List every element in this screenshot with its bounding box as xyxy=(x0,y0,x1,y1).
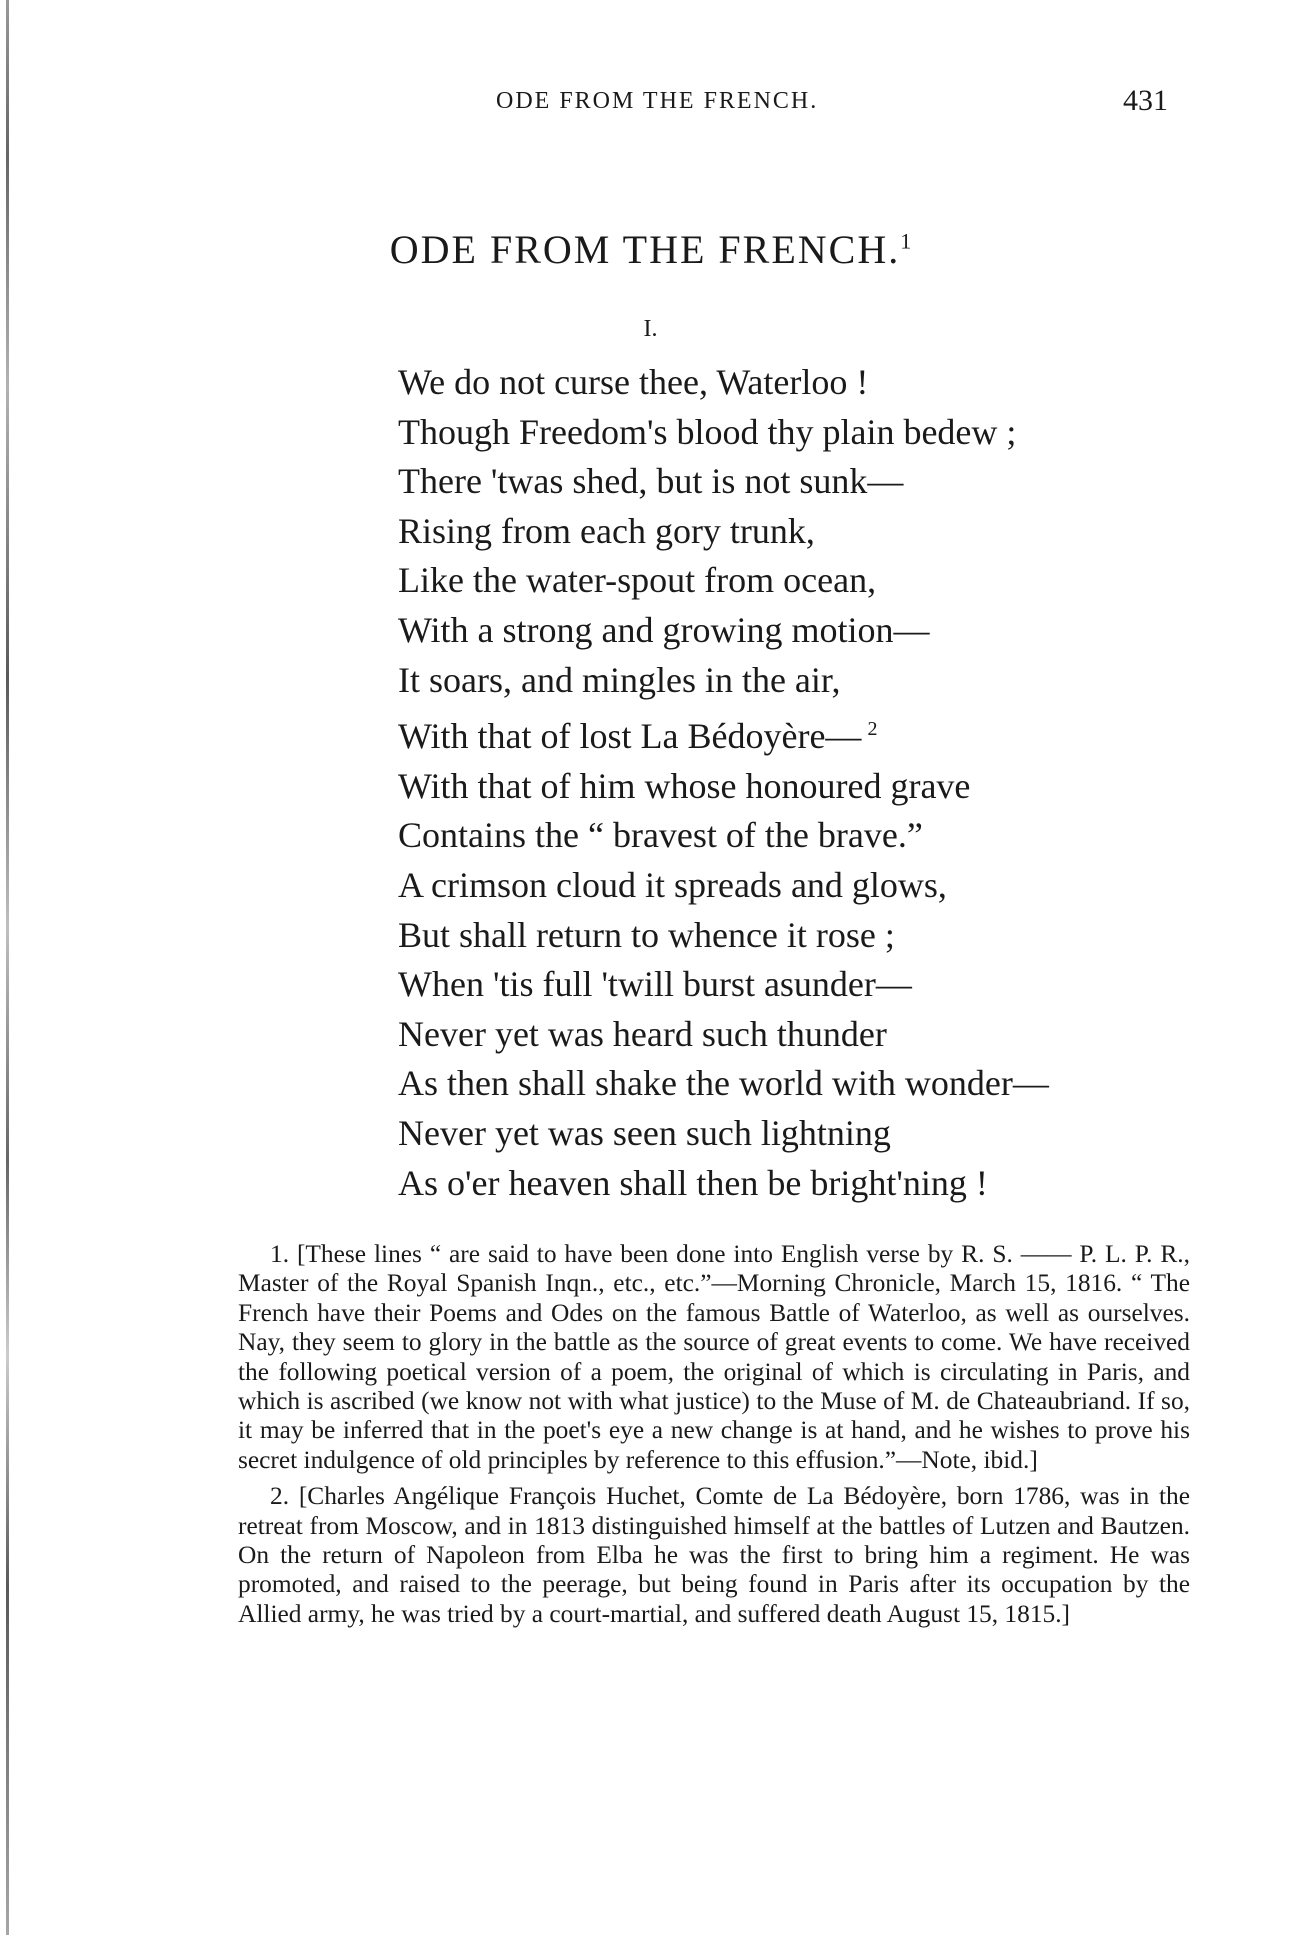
line-footnote-ref: 2 xyxy=(867,718,878,741)
poem-line: As then shall shake the world with wonder— xyxy=(398,1063,1049,1104)
poem-line: Contains the “ bravest of the brave.” xyxy=(398,815,923,856)
poem-line: When 'tis full 'twill burst asunder— xyxy=(398,964,912,1005)
poem-line: As o'er heaven shall then be bright'ning ! xyxy=(398,1162,988,1203)
poem-line: Never yet was heard such thunder xyxy=(398,1013,887,1054)
poem-line: There 'twas shed, but is not sunk— xyxy=(398,461,904,502)
poem-line: A crimson cloud it spreads and glows, xyxy=(398,864,947,905)
poem-line: We do not curse thee, Waterloo ! xyxy=(398,362,869,402)
poem-line: With a strong and growing motion— xyxy=(398,609,930,650)
poem-line: With that of him whose honoured grave xyxy=(398,765,971,806)
poem-line: Though Freedom's blood thy plain bedew ; xyxy=(398,411,1017,452)
stanza-number: I. xyxy=(643,316,658,342)
running-title: ODE FROM THE FRENCH. xyxy=(496,88,819,114)
poem-title-text: ODE FROM THE FRENCH. xyxy=(389,227,901,272)
poem-line xyxy=(398,705,1198,762)
poem-line-text: With that of lost La Bédoyère— xyxy=(398,716,862,757)
poem-line: But shall return to whence it rose ; xyxy=(398,914,895,955)
poem-line: Never yet was seen such lightning xyxy=(398,1112,891,1153)
poem-body xyxy=(398,358,1198,1208)
running-head xyxy=(238,84,1168,120)
poem-line: Like the water-spout from ocean, xyxy=(398,560,877,601)
binding-edge xyxy=(6,0,9,1935)
page-number: 431 xyxy=(1123,84,1168,117)
footnote-1: 1. [These lines “ are said to have been done into English verse by R. S. —— P. L. P. R., Master of the Royal Spanish Inqn., etc., etc.”—Morning Chronicle, March 15, 1816. “ The French have their Poems and Odes on the famous Battle of Waterloo, as well as ourselves. Nay, they seem to glory in the battle as the source of great events to come. We have received the following poetical version of a poem, the original of which is circulating in Paris, and which is ascribed (we know not with what justice) to the Muse of M. de Chateaubriand. If so, it may be inferred that in the poet's eye a new change is at hand, and he wishes to prove his secret indulgence of old principles by reference to this effusion.”—Note, ibid.] xyxy=(238,1240,1190,1474)
poem-title xyxy=(0,226,1301,273)
footnote-2: 2. [Charles Angélique François Huchet, Comte de La Bédoyère, born 1786, was in the retreat from Moscow, and in 1813 distinguished himself at the battles of Lutzen and Bautzen. On the return of Napoleon from Elba he was the first to bring him a regiment. He was promoted, and raised to the peerage, but being found in Paris after its occupation by the Allied army, he was tried by a court-martial, and suffered death August 15, 1815.] xyxy=(238,1482,1190,1628)
poem-line: It soars, and mingles in the air, xyxy=(398,659,841,700)
poem-line: Rising from each gory trunk, xyxy=(398,510,815,551)
title-footnote-ref: 1 xyxy=(900,228,912,254)
footnotes xyxy=(238,1240,1190,1636)
